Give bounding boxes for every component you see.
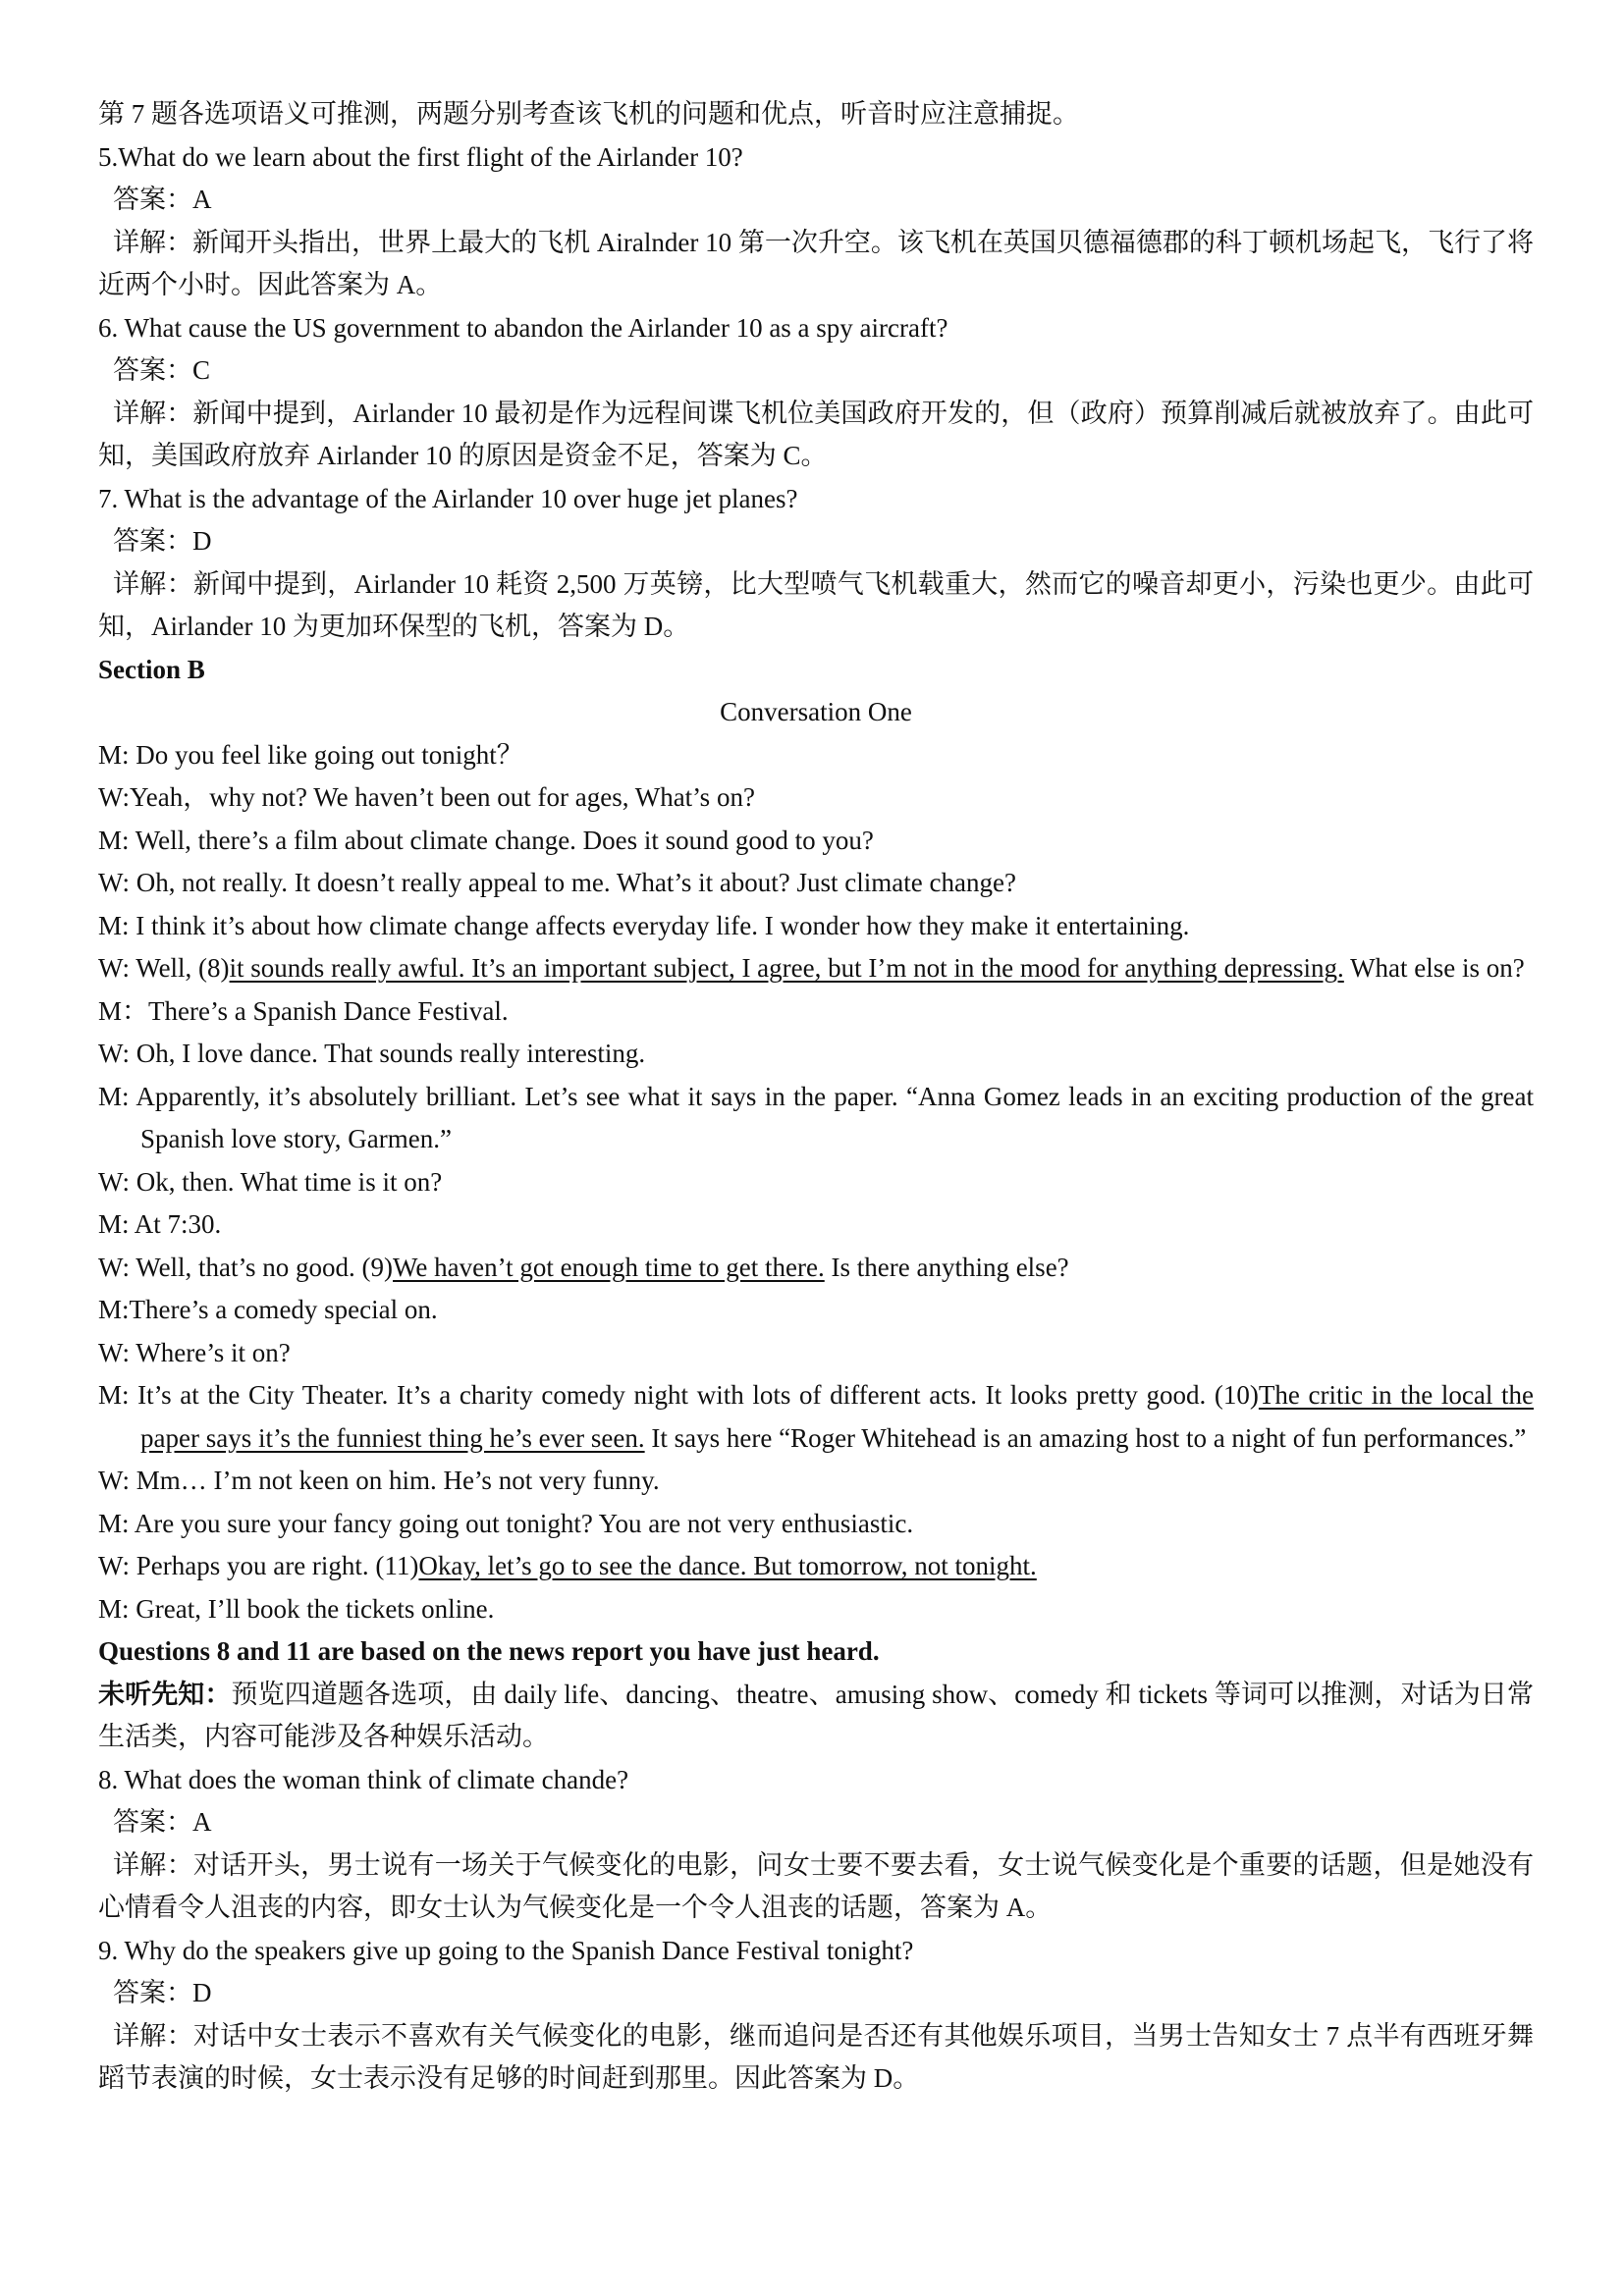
dialogue-line <box>98 947 1534 990</box>
dialogue-line: W: Oh, I love dance. That sounds really interesting. <box>98 1039 646 1068</box>
dialogue <box>98 734 1534 1631</box>
dialogue-line: W:Yeah，why not? We haven’t been out for ages, What’s on? <box>98 782 755 812</box>
dialogue-line <box>98 1247 1534 1290</box>
answer-8: 答案：A <box>113 1807 212 1837</box>
document-page <box>98 93 1534 2101</box>
detail-6: 详解：新闻中提到，Airlander 10 最初是作为远程间谍飞机位美国政府开发的，但（政府）预算削减后就被放弃了。由此可知，美国政府放弃 Airlander 10 的原因是资金不足，答案为 C。 <box>98 398 1534 470</box>
preview-paragraph <box>98 1674 1534 1759</box>
detail-8: 详解：对话开头，男士说有一场关于气候变化的电影，问女士要不要去看，女士说气候变化是个重要的话题，但是她没有心情看令人沮丧的内容，即女士认为气候变化是一个令人沮丧的话题，答案为 A。 <box>98 1849 1534 1922</box>
underlined-key-sentence: We haven’t got enough time to get there. <box>393 1252 825 1282</box>
underlined-key-sentence: The critic in the local the paper says it’s the funniest thing he’s ever seen. <box>140 1380 1534 1453</box>
dialogue-text: M: It’s at the City Theater. It’s a charity comedy night with lots of different acts. It looks pretty good. (10) <box>98 1380 1259 1410</box>
dialogue-text: W: Well, that’s no good. (9) <box>98 1252 394 1282</box>
answer-5: 答案：A <box>113 185 212 214</box>
section-heading: Section B <box>98 654 205 684</box>
dialogue-line <box>98 1545 1534 1588</box>
dialogue-line: M: Well, there’s a film about climate change. Does it sound good to you? <box>98 825 874 855</box>
dialogue-line: M: I think it’s about how climate change affects everyday life. I wonder how they make it entertaining. <box>98 910 1190 940</box>
dialogue-line: W: Ok, then. What time is it on? <box>98 1166 443 1197</box>
dialogue-line: M：There’s a Spanish Dance Festival. <box>98 995 509 1026</box>
dialogue-line: M: Great, I’ll book the tickets online. <box>98 1593 495 1624</box>
detail-5: 详解：新闻开头指出，世界上最大的飞机 Airalnder 10 第一次升空。该飞机在英国贝德福德郡的科丁顿机场起飞，飞行了将近两个小时。因此答案为 A。 <box>98 227 1534 299</box>
dialogue-line: W: Oh, not really. It doesn’t really appeal to me. What’s it about? Just climate change? <box>98 868 1016 897</box>
detail-9: 详解：对话中女士表示不喜欢有关气候变化的电影，继而追问是否还有其他娱乐项目，当男士告知女士 7 点半有西班牙舞蹈节表演的时候，女士表示没有足够的时间赶到那里。因此答案为 D。 <box>98 2020 1534 2093</box>
question-7: 7. What is the advantage of the Airlander 10 over huge jet planes? <box>98 483 798 513</box>
dialogue-text: Is there anything else? <box>824 1252 1069 1282</box>
conversation-title: Conversation One <box>720 697 912 726</box>
question-5: 5.What do we learn about the first flight of the Airlander 10? <box>98 141 743 172</box>
questions-heading: Questions 8 and 11 are based on the news report you have just heard. <box>98 1636 880 1666</box>
dialogue-line: W: Where’s it on? <box>98 1337 291 1367</box>
dialogue-line: M: Are you sure your fancy going out tonight? You are not very enthusiastic. <box>98 1508 914 1538</box>
dialogue-text: W: Well, (8) <box>98 953 230 983</box>
question-9: 9. Why do the speakers give up going to the Spanish Dance Festival tonight? <box>98 1935 914 1965</box>
dialogue-line: M:There’s a comedy special on. <box>98 1295 438 1324</box>
dialogue-line: M: Do you feel like going out tonight？ <box>98 739 523 770</box>
dialogue-line: W: Mm… I’m not keen on him. He’s not very funny. <box>98 1466 660 1495</box>
question-6: 6. What cause the US government to abandon the Airlander 10 as a spy aircraft? <box>98 312 948 343</box>
preview-text: 预览四道题各选项，由 daily life、dancing、theatre、amusing show、comedy 和 tickets 等词可以推测，对话为日常生活类，内容可能涉及各种娱乐活动。 <box>98 1679 1535 1751</box>
preview-label: 未听先知： <box>98 1679 232 1709</box>
underlined-key-sentence: it sounds really awful. It’s an important subject, I agree, but I’m not in the mood for anything depressing. <box>229 953 1344 983</box>
underlined-key-sentence: Okay, let’s go to see the dance. But tomorrow, not tonight. <box>418 1551 1037 1580</box>
answer-7: 答案：D <box>113 526 212 556</box>
question-8: 8. What does the woman think of climate chande? <box>98 1764 629 1794</box>
dialogue-text: W: Perhaps you are right. (11) <box>98 1551 419 1580</box>
dialogue-line: M: At 7:30. <box>98 1209 222 1239</box>
dialogue-line: M: Apparently, it’s absolutely brilliant. Let’s see what it says in the paper. “Anna Gomez leads in an exciting production of the great Spanish love story, Garmen.” <box>98 1081 1534 1153</box>
answer-9: 答案：D <box>113 1978 212 2007</box>
dialogue-text: What else is on? <box>1343 953 1525 983</box>
answer-6: 答案：C <box>113 355 211 385</box>
dialogue-text: It says here “Roger Whitehead is an amazing host to a night of fun performances.” <box>644 1422 1527 1453</box>
intro-text: 第 7 题各选项语义可推测，两题分别考查该飞机的问题和优点，听音时应注意捕捉。 <box>98 99 1079 129</box>
detail-7: 详解：新闻中提到，Airlander 10 耗资 2,500 万英镑，比大型喷气飞机载重大，然而它的噪音却更小，污染也更少。由此可知，Airlander 10 为更加环保型的飞机，答案为 D。 <box>98 568 1534 641</box>
dialogue-line <box>98 1374 1534 1460</box>
